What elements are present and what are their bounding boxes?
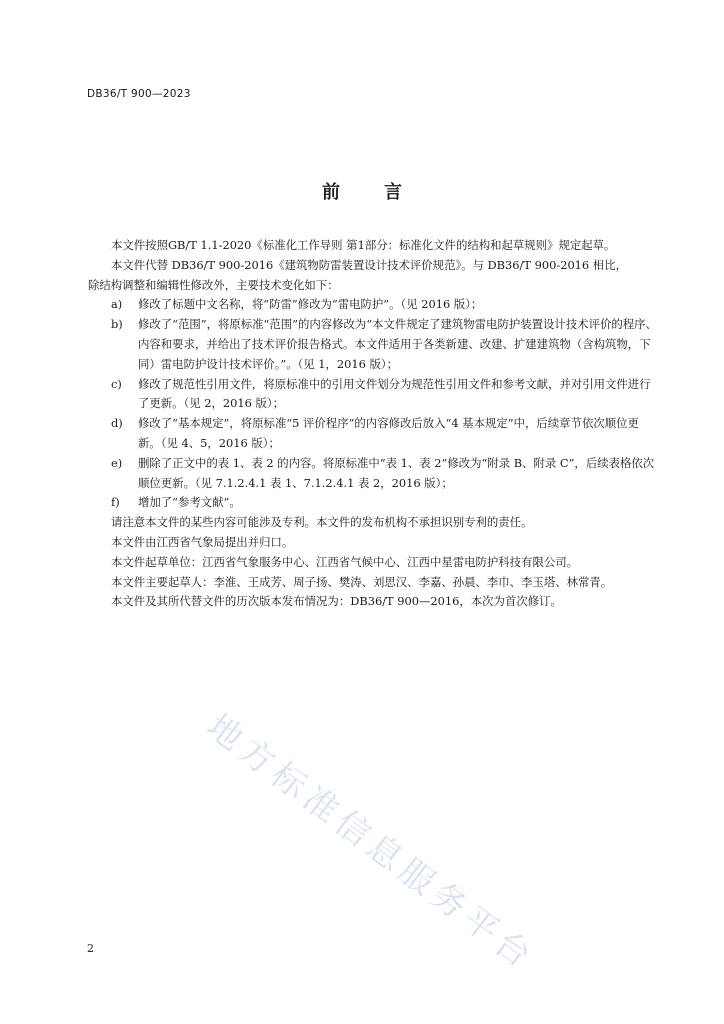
change-item-e: [88, 454, 660, 494]
title-char-1: 前: [322, 182, 340, 203]
paragraph-proposer: 本文件由江西省气象局提出并归口。: [111, 534, 294, 549]
change-item-a: [88, 295, 660, 315]
item-text: 修改了规范性引用文件，将原标准中的引用文件划分为规范性引用文件和参考文献，并对引用文件进行了更新。（见 2，2016 版）；: [138, 376, 651, 411]
item-label: b): [111, 317, 123, 332]
change-item-f: [88, 493, 660, 513]
item-label: a): [111, 297, 123, 312]
paragraph-version-history: 本文件及其所代替文件的历次版本发布情况为：DB36/T 900—2016，本次为首次修订。: [111, 594, 562, 609]
change-item-d: [88, 414, 660, 454]
watermark: 地方标准信息服务平台: [199, 706, 543, 980]
paragraph-patent-notice: 请注意本文件的某些内容可能涉及专利。本文件的发布机构不承担识别专利的责任。: [111, 515, 533, 530]
paragraph-drafting-units: 本文件起草单位：江西省气象服务中心、江西省气候中心、江西中星雷电防护科技有限公司。: [111, 554, 579, 569]
item-text: 修改了“基本规定”，将原标准“5 评价程序”的内容修改后放入“4 基本规定”中，后续章节依次顺位更新。（见 4、5，2016 版）；: [138, 416, 639, 450]
paragraph-replacement-cont: 除结构调整和编辑性修改外，主要技术变化如下：: [88, 277, 339, 292]
change-item-c: [88, 375, 660, 415]
title-char-2: 言: [384, 182, 402, 203]
item-label: d): [111, 416, 123, 431]
item-text: 修改了“范围”，将原标准“范围”的内容修改为“本文件规定了建筑物雷电防护装置设计技术评价的程序、内容和要求，并给出了技术评价报告格式。本文件适用于各类新建、改建、扩建建筑物（含构筑物，下同）雷电防护设计技术评价。”。（见 1，2016 版）；: [138, 317, 657, 371]
item-text: 修改了标题中文名称，将“防雷”修改为“雷电防护”。（见 2016 版）；: [138, 297, 483, 312]
item-label: e): [111, 455, 123, 470]
document-code-header: DB36/T 900—2023: [87, 88, 191, 100]
page-number: 2: [87, 942, 94, 955]
item-label: c): [111, 376, 122, 391]
change-item-b: [88, 315, 660, 374]
paragraph-drafters: 本文件主要起草人：李淮、王成芳、周子扬、樊涛、刘思汉、李嘉、孙晨、李巾、李玉塔、林常青。: [111, 574, 613, 589]
item-label: f): [111, 495, 120, 510]
item-text: 增加了“参考文献”。: [138, 495, 241, 510]
foreword-body: [88, 236, 660, 612]
page-title: [0, 178, 724, 204]
paragraph-replacement: 本文件代替 DB36/T 900-2016《建筑物防雷装置设计技术评价规范》。与 DB36/T 900-2016 相比，: [111, 257, 627, 272]
item-text: 删除了正文中的表 1、表 2 的内容。将原标准中“表 1、表 2”修改为“附录 B、附录 C”，后续表格依次顺位更新。（见 7.1.2.4.1 表 1、7.1.2.4.1 表 2，2016 版）；: [138, 455, 655, 490]
paragraph-drafting-rules: 本文件按照GB/T 1.1-2020《标准化工作导则 第1部分：标准化文件的结构和起草规则》规定起草。: [111, 238, 616, 252]
